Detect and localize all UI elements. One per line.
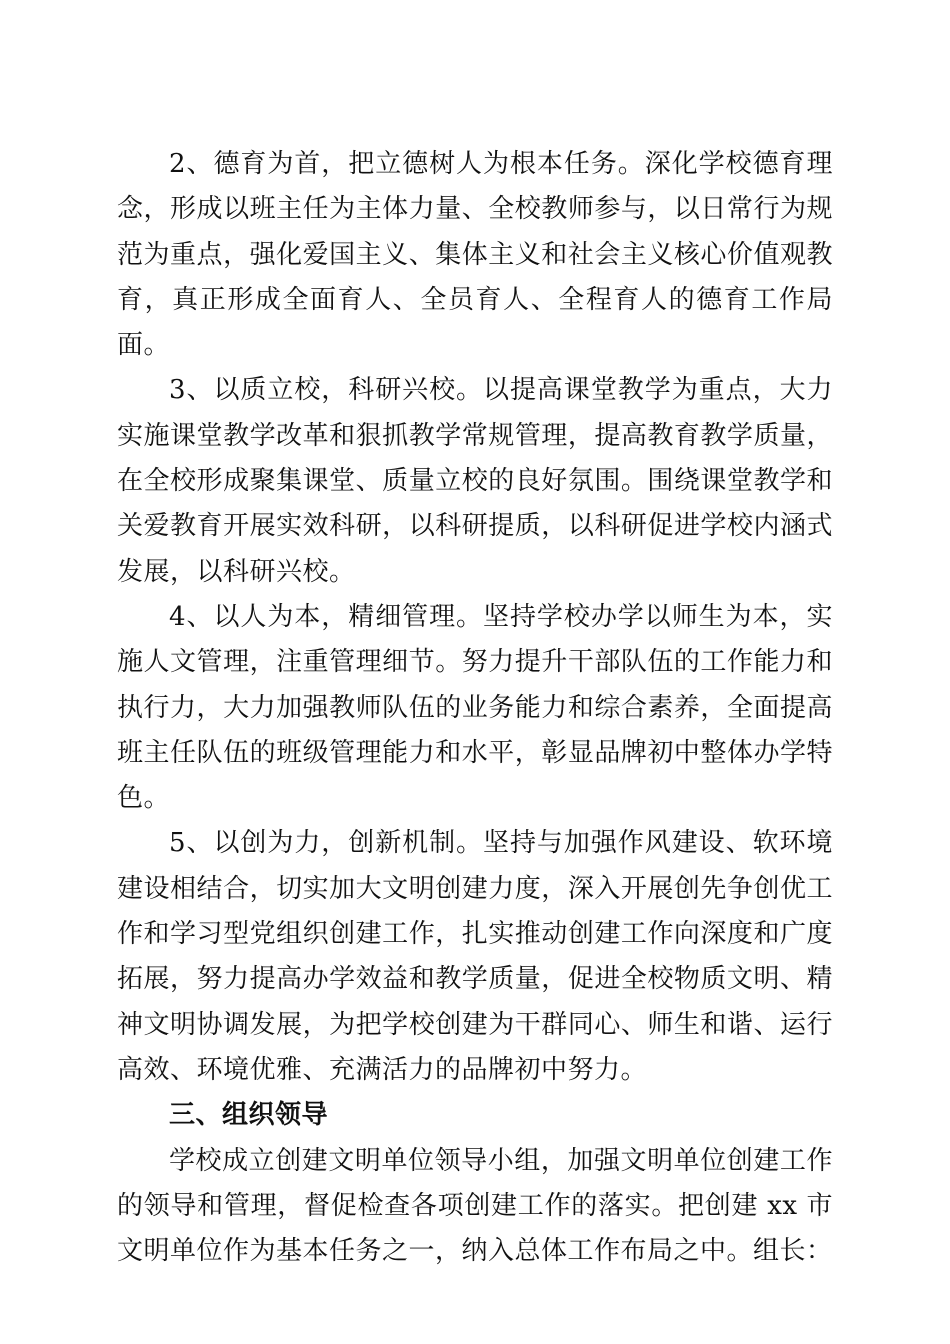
section-heading-organization: 三、组织领导 xyxy=(169,1100,329,1131)
paragraph-quality-research: 3、以质立校，科研兴校。以提高课堂教学为重点，大力实施课堂教学改革和狠抓教学常规管理，提高教育教学质量，在全校形成聚集课堂、质量立校的良好氛围。围绕课堂教学和关爱教育开展实效科研，以科研提质，以科研促进学校内涵式发展，以科研兴校。 xyxy=(117,375,833,587)
paragraph-people-management: 4、以人为本，精细管理。坚持学校办学以师生为本，实施人文管理，注重管理细节。努力提升干部队伍的工作能力和执行力，大力加强教师队伍的业务能力和综合素养，全面提高班主任队伍的班级管理能力和水平，彰显品牌初中整体办学特色。 xyxy=(117,601,833,814)
paragraph-innovation-mechanism: 5、以创为力，创新机制。坚持与加强作风建设、软环境建设相结合，切实加大文明创建力度，深入开展创先争创优工作和学习型党组织创建工作，扎实推动创建工作向深度和广度拓展，努力提高办学效益和教学质量，促进全校物质文明、精神文明协调发展，为把学校创建为干群同心、师生和谐、运行高效、环境优雅、充满活力的品牌初中努力。 xyxy=(117,828,833,1085)
paragraph-moral-education: 2、德育为首，把立德树人为根本任务。深化学校德育理念，形成以班主任为主体力量、全校教师参与，以日常行为规范为重点，强化爱国主义、集体主义和社会主义核心价值观教育，真正形成全面育人、全员育人、全程育人的德育工作局面。 xyxy=(117,149,833,361)
document-body xyxy=(117,142,833,1274)
paragraph-leadership-group: 学校成立创建文明单位领导小组，加强文明单位创建工作的领导和管理，督促检查各项创建工作的落实。把创建 xx 市文明单位作为基本任务之一，纳入总体工作布局之中。组长： xyxy=(117,1145,833,1267)
